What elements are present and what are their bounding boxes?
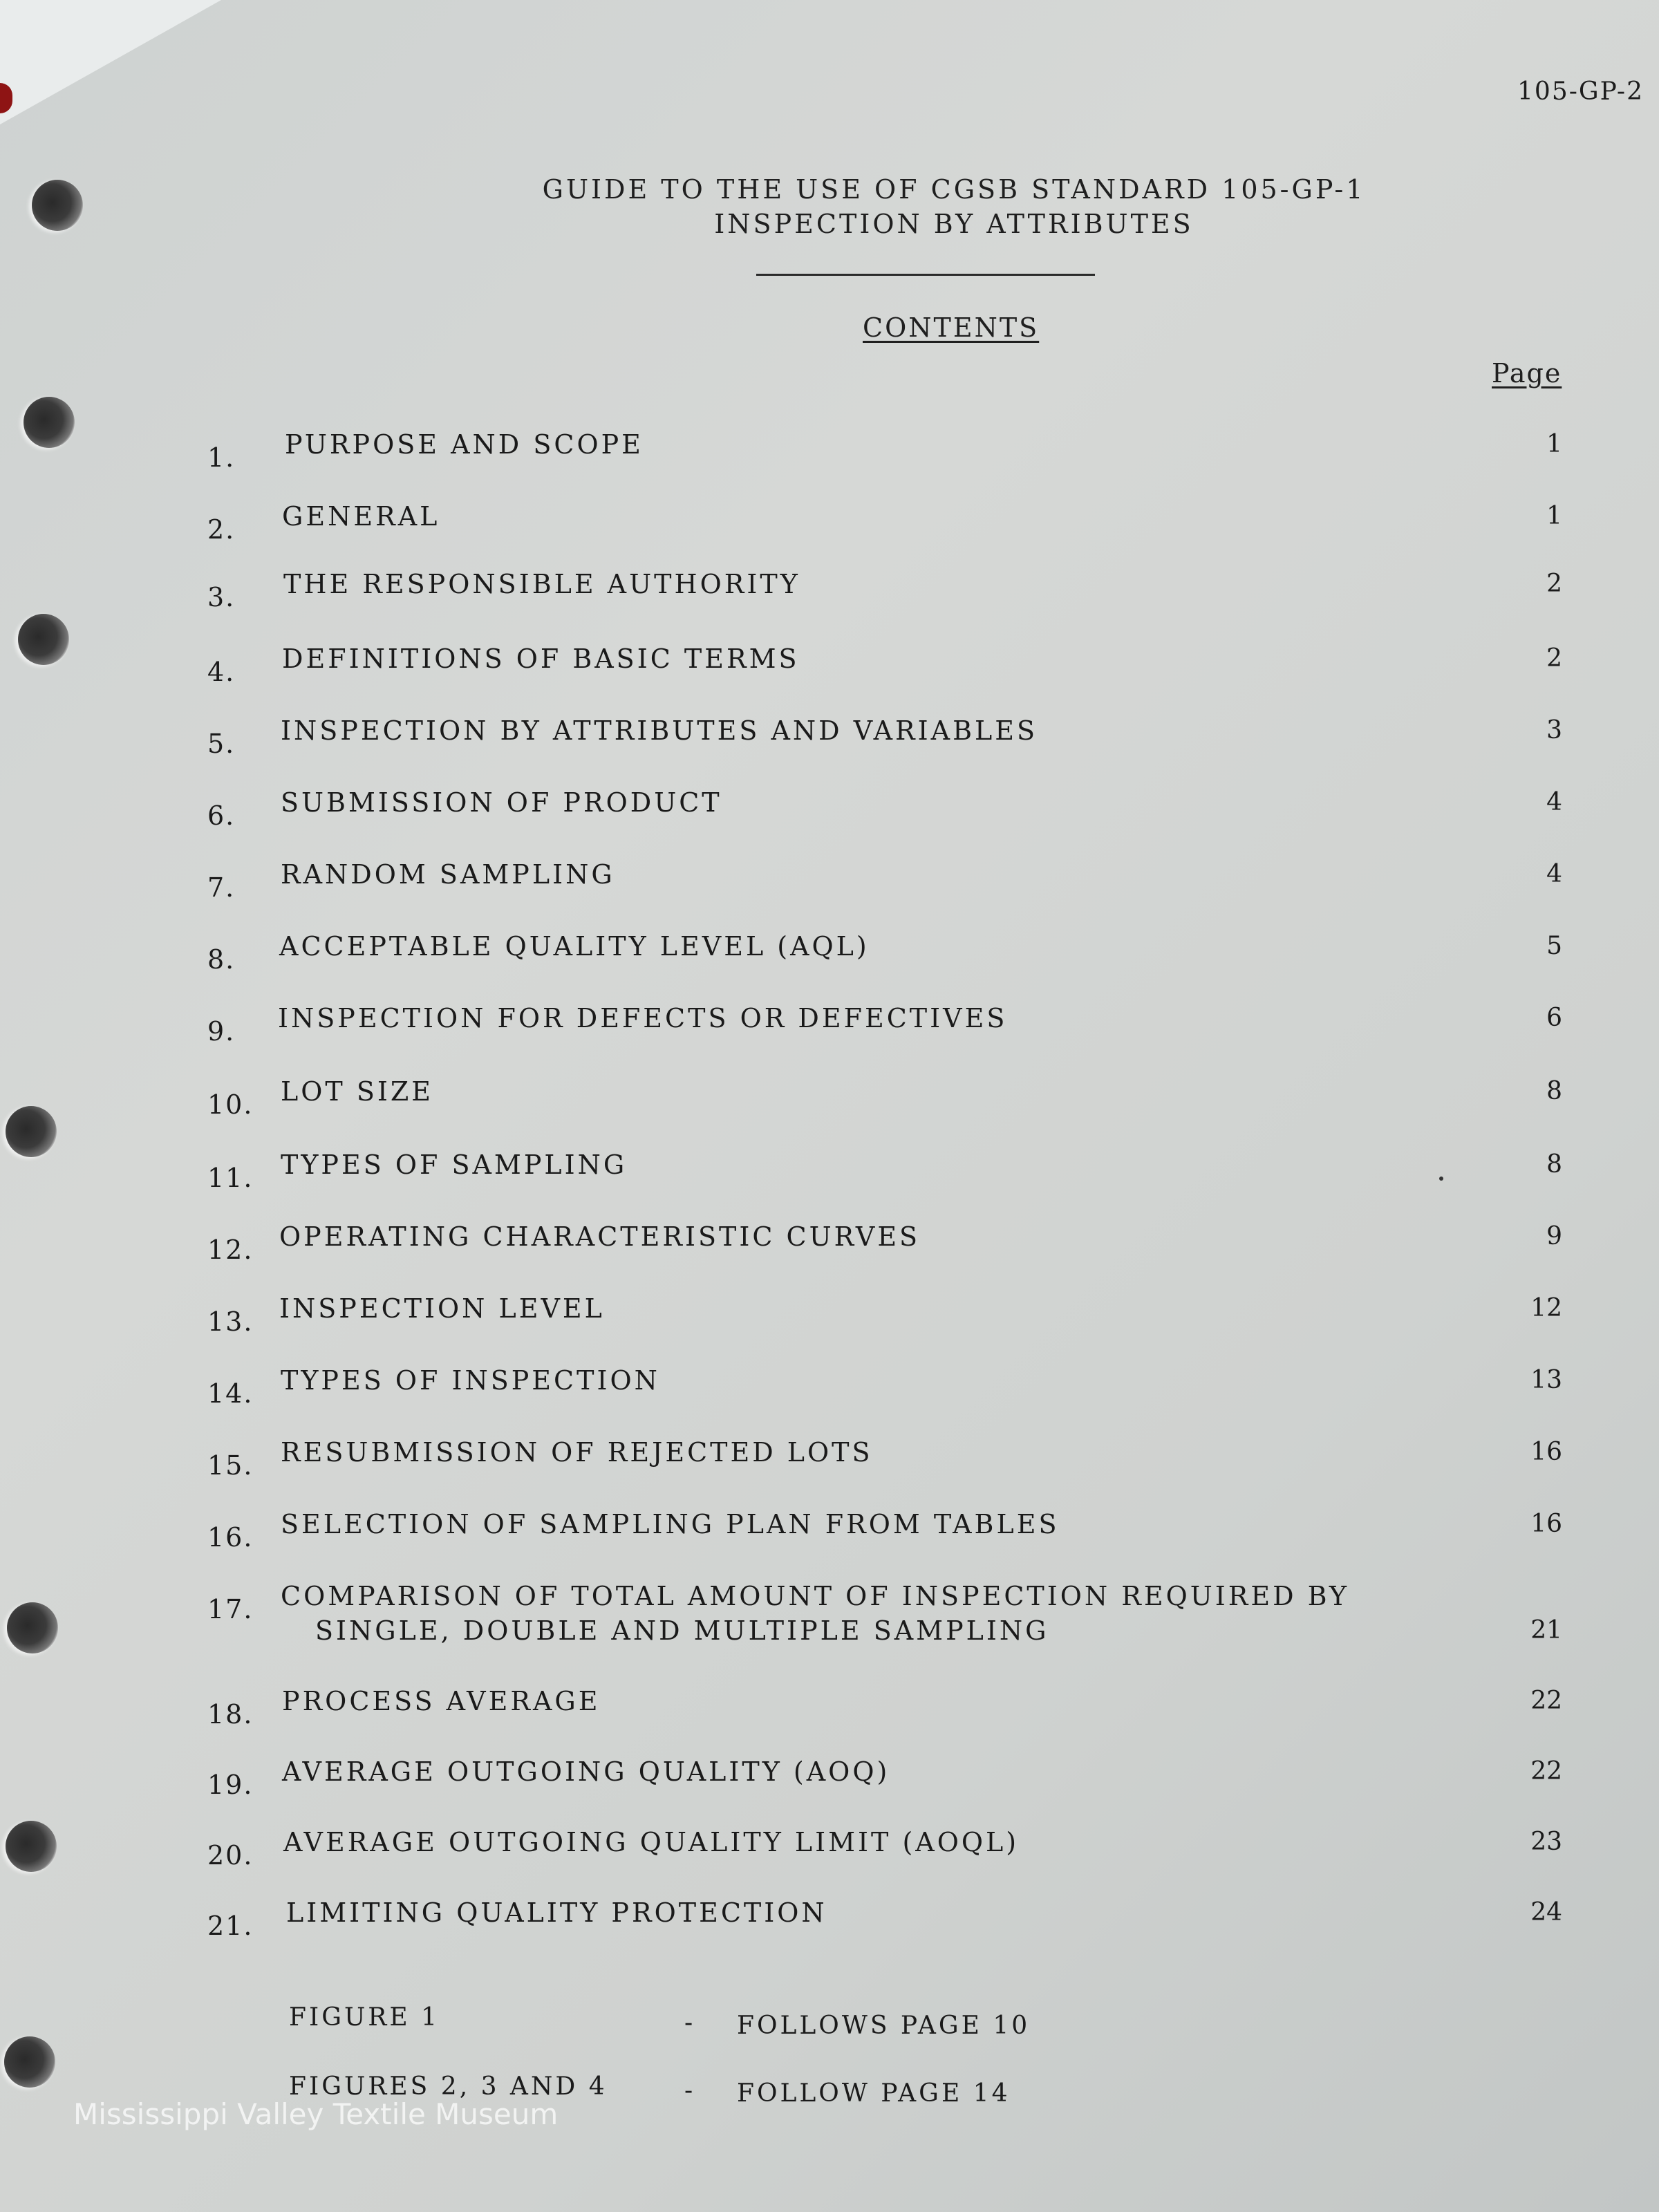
figure-note bbox=[0, 2003, 1106, 2045]
toc-entry bbox=[207, 1684, 1562, 1739]
toc-entry bbox=[207, 1895, 1562, 1951]
ink-speck bbox=[1439, 1177, 1443, 1181]
document-title: GUIDE TO THE USE OF CGSB STANDARD 105-GP-1 bbox=[542, 174, 1366, 205]
toc-entry-page: 5 bbox=[1546, 932, 1562, 960]
toc-entry-page: 22 bbox=[1530, 1687, 1562, 1715]
binder-hole bbox=[24, 397, 75, 448]
toc-entry-page: 3 bbox=[1546, 716, 1562, 744]
toc-entry-number: 13. bbox=[207, 1306, 254, 1337]
toc-entry-title: RESUBMISSION OF REJECTED LOTS bbox=[281, 1437, 873, 1468]
toc-entry-number: 8. bbox=[207, 944, 236, 975]
toc-entry-page: 24 bbox=[1530, 1898, 1562, 1927]
document-code: 105-GP-2 bbox=[1517, 77, 1644, 106]
toc-entry bbox=[207, 427, 1562, 482]
toc-entry-page: 9 bbox=[1546, 1222, 1562, 1250]
toc-entry-number: 15. bbox=[207, 1450, 254, 1481]
toc-entry bbox=[207, 929, 1562, 984]
page-column-heading: Page bbox=[1492, 358, 1562, 388]
toc-entry bbox=[207, 857, 1562, 912]
toc-entry-title: RANDOM SAMPLING bbox=[281, 859, 615, 890]
toc-entry bbox=[207, 499, 1562, 554]
title-rule bbox=[756, 274, 1095, 276]
toc-entry-title: THE RESPONSIBLE AUTHORITY bbox=[283, 569, 800, 599]
toc-entry-title: PROCESS AVERAGE bbox=[282, 1686, 601, 1716]
toc-entry bbox=[207, 1435, 1562, 1490]
toc-entry-number: 10. bbox=[207, 1089, 254, 1120]
toc-entry-page: 8 bbox=[1546, 1077, 1562, 1105]
binder-hole bbox=[6, 1821, 57, 1872]
binder-hole bbox=[6, 1106, 57, 1157]
toc-entry bbox=[207, 1579, 1562, 1669]
toc-entry bbox=[207, 1219, 1562, 1275]
figure-dash: - bbox=[684, 2077, 696, 2105]
toc-entry-title-continued: SINGLE, DOUBLE AND MULTIPLE SAMPLING bbox=[315, 1615, 1049, 1646]
toc-entry bbox=[207, 1001, 1562, 1056]
toc-entry-number: 14. bbox=[207, 1378, 254, 1409]
toc-entry-title: TYPES OF INSPECTION bbox=[281, 1365, 660, 1396]
figure-label: FIGURES 2, 3 AND 4 bbox=[289, 2072, 608, 2101]
toc-entry-number: 2. bbox=[207, 514, 236, 545]
toc-entry-page: 1 bbox=[1546, 430, 1562, 458]
toc-entry-title: DEFINITIONS OF BASIC TERMS bbox=[282, 644, 800, 674]
toc-entry-page: 16 bbox=[1530, 1510, 1562, 1538]
toc-entry-number: 3. bbox=[207, 582, 236, 612]
toc-entry-title: INSPECTION LEVEL bbox=[279, 1293, 605, 1324]
toc-entry bbox=[207, 1291, 1562, 1347]
toc-entry bbox=[207, 641, 1562, 697]
toc-entry-title: LOT SIZE bbox=[281, 1076, 433, 1107]
toc-entry bbox=[207, 1507, 1562, 1562]
folded-corner bbox=[0, 0, 221, 124]
contents-heading: CONTENTS bbox=[863, 312, 1040, 343]
toc-entry-page: 16 bbox=[1530, 1438, 1562, 1466]
toc-entry-title: GENERAL bbox=[282, 501, 440, 532]
toc-entry-number: 18. bbox=[207, 1699, 254, 1730]
toc-entry-page: 22 bbox=[1530, 1757, 1562, 1785]
toc-entry bbox=[207, 785, 1562, 841]
toc-entry bbox=[207, 1363, 1562, 1418]
toc-entry-title: SELECTION OF SAMPLING PLAN FROM TABLES bbox=[281, 1509, 1060, 1539]
toc-entry-number: 6. bbox=[207, 800, 236, 831]
toc-entry-number: 11. bbox=[207, 1163, 254, 1193]
toc-entry-title: INSPECTION FOR DEFECTS OR DEFECTIVES bbox=[278, 1003, 1008, 1033]
toc-entry bbox=[207, 713, 1562, 769]
toc-entry-title: OPERATING CHARACTERISTIC CURVES bbox=[279, 1221, 921, 1252]
toc-entry-page: 8 bbox=[1546, 1150, 1562, 1179]
toc-entry-title: SUBMISSION OF PRODUCT bbox=[281, 787, 722, 818]
toc-entry-number: 16. bbox=[207, 1522, 254, 1553]
document-subtitle: INSPECTION BY ATTRIBUTES bbox=[714, 209, 1194, 239]
toc-entry-page: 2 bbox=[1546, 570, 1562, 598]
toc-entry bbox=[207, 1147, 1562, 1203]
toc-entry bbox=[207, 1825, 1562, 1880]
toc-entry-page: 12 bbox=[1530, 1294, 1562, 1322]
toc-entry-number: 7. bbox=[207, 872, 236, 903]
toc-entry-page: 4 bbox=[1546, 860, 1562, 888]
toc-entry-page: 21 bbox=[1530, 1616, 1562, 1644]
toc-entry-page: 13 bbox=[1530, 1366, 1562, 1394]
toc-entry-number: 1. bbox=[207, 442, 236, 473]
toc-entry-number: 20. bbox=[207, 1840, 254, 1871]
toc-entry-number: 12. bbox=[207, 1235, 254, 1265]
toc-entry-number: 17. bbox=[207, 1594, 254, 1624]
toc-entry-title: TYPES OF SAMPLING bbox=[281, 1150, 628, 1180]
binder-hole bbox=[7, 1602, 58, 1653]
toc-entry-page: 6 bbox=[1546, 1004, 1562, 1032]
toc-entry-title: PURPOSE AND SCOPE bbox=[285, 429, 644, 460]
figure-location: FOLLOWS PAGE 10 bbox=[737, 2012, 1031, 2040]
toc-entry-page: 2 bbox=[1546, 644, 1562, 673]
toc-entry-number: 5. bbox=[207, 729, 236, 759]
toc-entry bbox=[207, 567, 1562, 622]
toc-entry-title: LIMITING QUALITY PROTECTION bbox=[286, 1897, 827, 1928]
toc-entry-title: AVERAGE OUTGOING QUALITY (AOQ) bbox=[282, 1756, 890, 1787]
toc-entry-number: 21. bbox=[207, 1911, 254, 1941]
toc-entry-title: AVERAGE OUTGOING QUALITY LIMIT (AOQL) bbox=[283, 1827, 1020, 1857]
toc-entry-page: 4 bbox=[1546, 788, 1562, 816]
museum-watermark: Mississippi Valley Textile Museum bbox=[73, 2097, 559, 2131]
figure-location: FOLLOW PAGE 14 bbox=[737, 2079, 1011, 2108]
toc-entry-title: ACCEPTABLE QUALITY LEVEL (AQL) bbox=[279, 931, 870, 962]
toc-entry-number: 4. bbox=[207, 657, 236, 687]
toc-entry-page: 1 bbox=[1546, 502, 1562, 530]
toc-entry bbox=[207, 1074, 1562, 1130]
toc-entry-number: 19. bbox=[207, 1770, 254, 1800]
figure-dash: - bbox=[684, 2009, 696, 2037]
toc-entry bbox=[207, 1754, 1562, 1810]
figure-label: FIGURE 1 bbox=[289, 2003, 440, 2032]
toc-entry-title: INSPECTION BY ATTRIBUTES AND VARIABLES bbox=[281, 715, 1038, 746]
toc-entry-number: 9. bbox=[207, 1016, 236, 1047]
toc-entry-title: COMPARISON OF TOTAL AMOUNT OF INSPECTION REQUIRED BY bbox=[281, 1581, 1350, 1611]
toc-entry-page: 23 bbox=[1530, 1828, 1562, 1856]
binder-hole bbox=[18, 614, 69, 665]
